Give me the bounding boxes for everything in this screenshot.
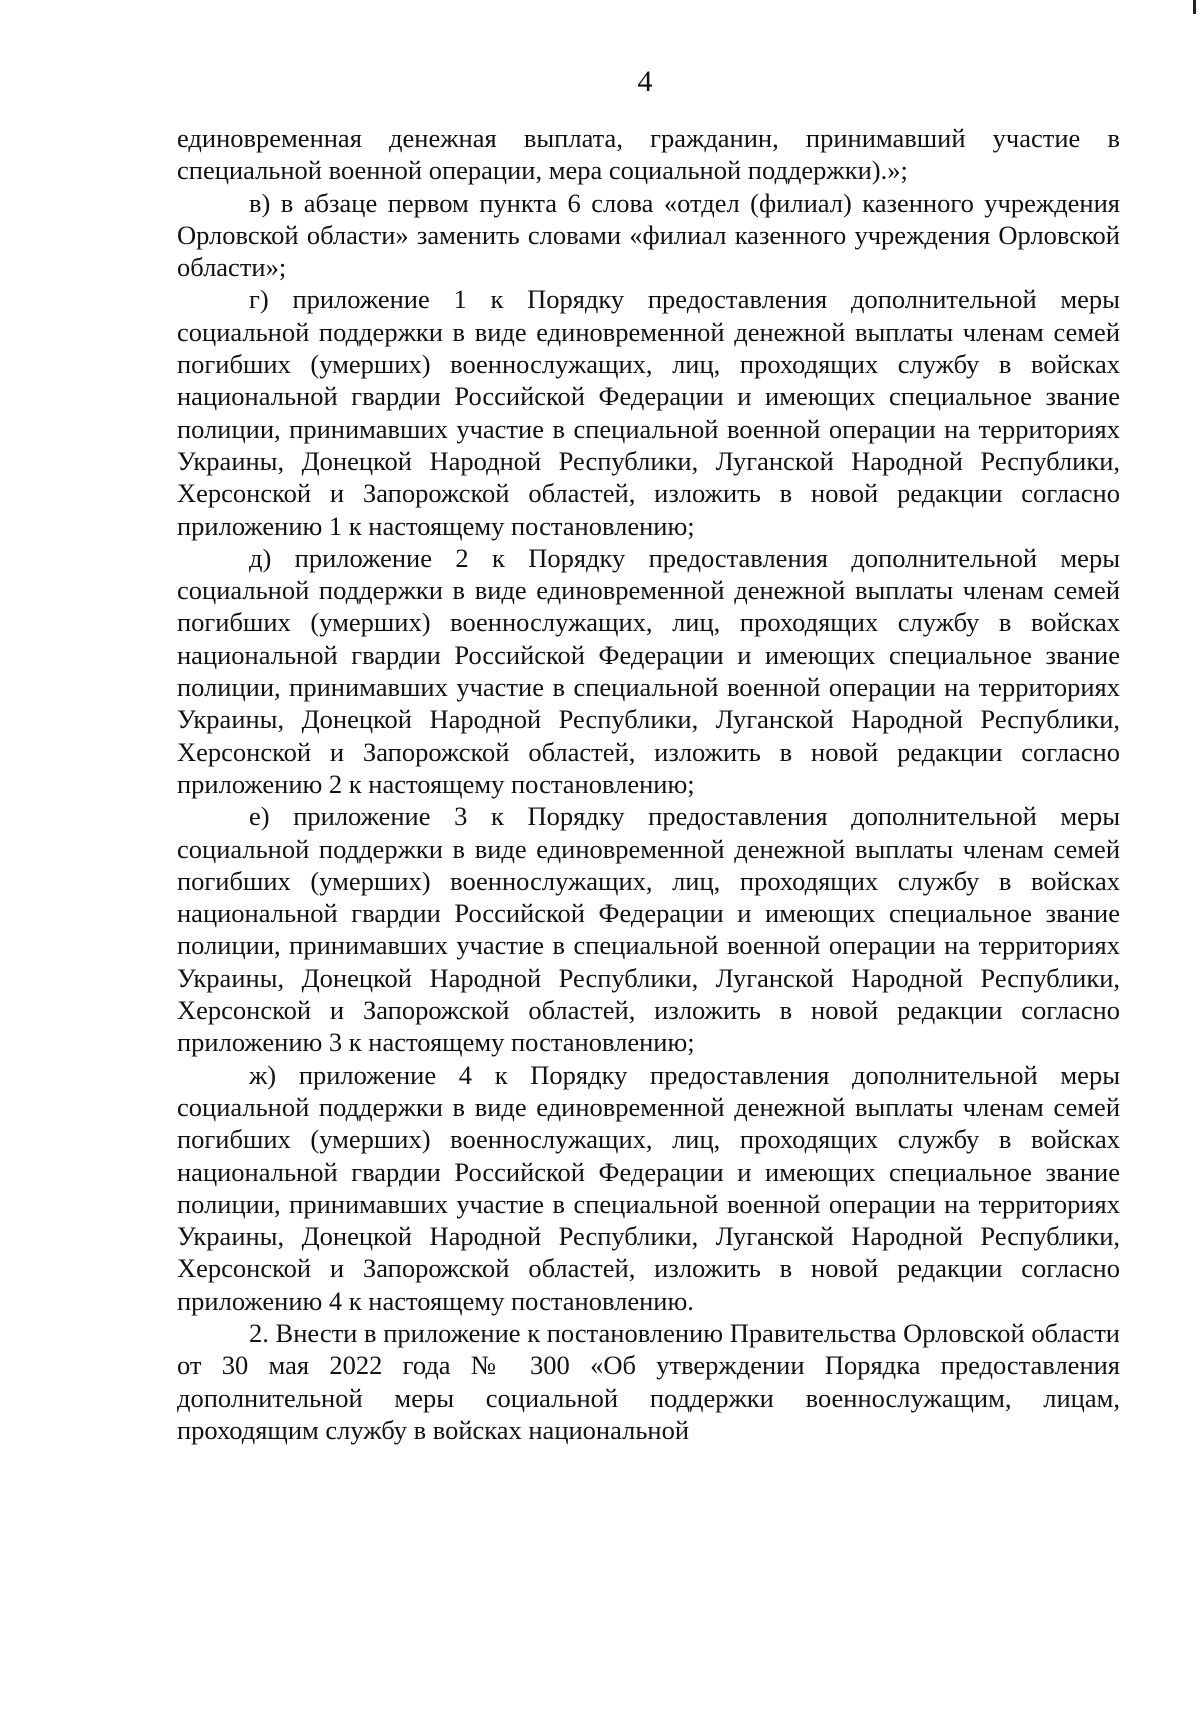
paragraph-item-v: в) в абзаце первом пункта 6 слова «отдел (филиал) казенного учреждения Орловской области» заменить словами «филиал казенного учреждения Орловской области»; bbox=[177, 187, 1120, 283]
paragraph-item-zh: ж) приложение 4 к Порядку предоставления дополнительной меры социальной поддержки в виде единовременной денежной выплаты членам семей погибших (умерших) военнослужащих, лиц, проходящих службу в войсках национальной гвардии Российской Федерации и имеющих специальное звание полиции, принимавших участие в специальной военной операции на территориях Украины, Донецкой Народной Республики, Луганской Народной Республики, Херсонской и Запорожской областей, изложить в новой редакции согласно приложению 4 к настоящему постановлению. bbox=[177, 1059, 1120, 1316]
document-body bbox=[177, 122, 1120, 1446]
page-edge-mark bbox=[1193, 0, 1196, 14]
paragraph-item-2: 2. Внести в приложение к постановлению Правительства Орловской области от 30 мая 2022 года № 300 «Об утверждении Порядка предоставления дополнительной меры социальной поддержки военнослужащим, лицам, проходящим службу в войсках национальной bbox=[177, 1317, 1120, 1445]
page-number: 4 bbox=[637, 65, 653, 98]
paragraph-item-d: д) приложение 2 к Порядку предоставления дополнительной меры социальной поддержки в виде единовременной денежной выплаты членам семей погибших (умерших) военнослужащих, лиц, проходящих службу в войсках национальной гвардии Российской Федерации и имеющих специальное звание полиции, принимавших участие в специальной военной операции на территориях Украины, Донецкой Народной Республики, Луганской Народной Республики, Херсонской и Запорожской областей, изложить в новой редакции согласно приложению 2 к настоящему постановлению; bbox=[177, 542, 1120, 799]
paragraph-continuation: единовременная денежная выплата, гражданин, принимавший участие в специальной военной операции, мера социальной поддержки).»; bbox=[177, 123, 1120, 186]
paragraph-item-e: е) приложение 3 к Порядку предоставления дополнительной меры социальной поддержки в виде единовременной денежной выплаты членам семей погибших (умерших) военнослужащих, лиц, проходящих службу в войсках национальной гвардии Российской Федерации и имеющих специальное звание полиции, принимавших участие в специальной военной операции на территориях Украины, Донецкой Народной Республики, Луганской Народной Республики, Херсонской и Запорожской областей, изложить в новой редакции согласно приложению 3 к настоящему постановлению; bbox=[177, 801, 1120, 1058]
paragraph-item-g: г) приложение 1 к Порядку предоставления дополнительной меры социальной поддержки в виде единовременной денежной выплаты членам семей погибших (умерших) военнослужащих, лиц, проходящих службу в войсках национальной гвардии Российской Федерации и имеющих специальное звание полиции, принимавших участие в специальной военной операции на территориях Украины, Донецкой Народной Республики, Луганской Народной Республики, Херсонской и Запорожской областей, изложить в новой редакции согласно приложению 1 к настоящему постановлению; bbox=[177, 284, 1120, 541]
